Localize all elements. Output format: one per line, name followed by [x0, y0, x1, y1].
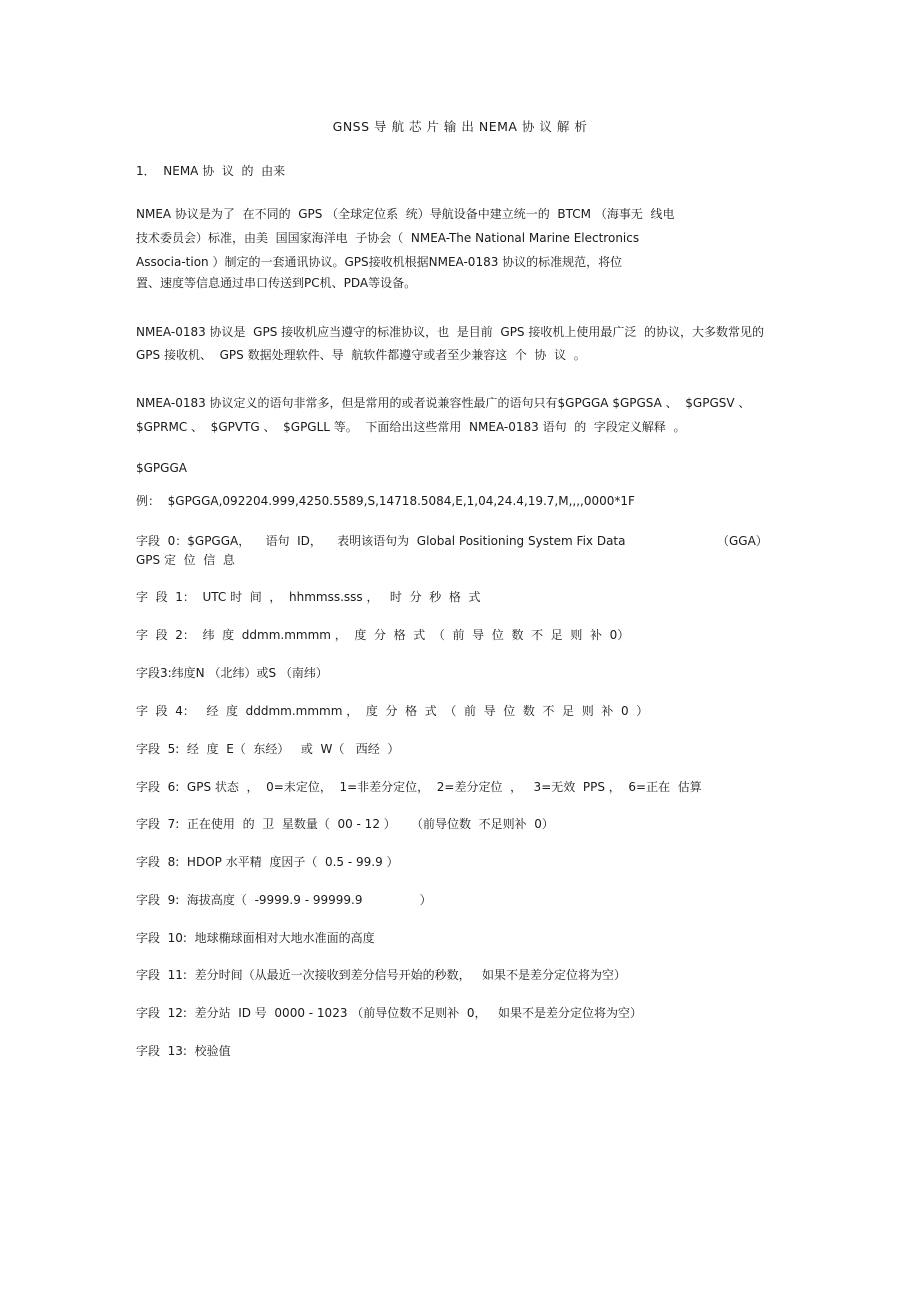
example-sentence: 例： $GPGGA,092204.999,4250.5589,S,14718.5084,E,1,04,24.4,19.7,M,,,,0000*1F: [136, 494, 635, 508]
field-definition: 字段 8: HDOP 水平精 度因子（ 0.5 - 99.9 ）: [136, 855, 399, 869]
paragraph-line: $GPRMC 、 $GPVTG 、 $GPGLL 等。 下面给出这些常用 NMEA-0183 语句 的 字段定义解释 。: [136, 420, 686, 434]
field-definition-tail: （GGA）: [717, 534, 768, 548]
paragraph-line: NMEA 协议是为了 在不同的 GPS （全球定位系 统）导航设备中建立统一的 BTCM （海事无 线电: [136, 207, 675, 221]
field-definition: 字段 12: 差分站 ID 号 0000 - 1023 （前导位数不足则补 0， 如果不是差分定位将为空）: [136, 1006, 642, 1020]
paragraph-line: NMEA-0183 协议是 GPS 接收机应当遵守的标准协议，也 是目前 GPS 接收机上使用最广泛 的协议，大多数常见的: [136, 325, 764, 339]
field-definition: 字段 6: GPS 状态 ， 0=未定位， 1=非差分定位， 2=差分定位 ， 3=无效 PPS ， 6=正在 估算: [136, 780, 702, 794]
field-definition: 字段 5: 经 度 E（ 东经） 或 W（ 西经 ）: [136, 742, 400, 756]
document-title: GNSS 导 航 芯 片 输 出 NEMA 协 议 解 析: [332, 119, 588, 134]
paragraph-line: Associa-tion ）制定的一套通讯协议。GPS接收机根据NMEA-0183 协议的标准规范，将位: [136, 255, 623, 269]
field-definition: 字段 7: 正在使用 的 卫 星数量（ 00 - 12 ） （前导位数 不足则补 0）: [136, 817, 554, 831]
section-heading: 1． NEMA 协 议 的 由来: [136, 164, 286, 178]
paragraph-line: NMEA-0183 协议定义的语句非常多，但是常用的或者说兼容性最广的语句只有$GPGGA $GPGSA 、 $GPGSV 、: [136, 396, 751, 410]
field-definition: 字段3:纬度N （北纬）或S （南纬）: [136, 666, 328, 680]
paragraph-line: GPS 接收机、 GPS 数据处理软件、导 航软件都遵守或者至少兼容这 个 协 议 。: [136, 348, 586, 362]
field-definition: 字段 13: 校验值: [136, 1044, 231, 1058]
paragraph-line: 技术委员会）标准，由美 国国家海洋电 子协会（ NMEA-The National Marine Electronics: [136, 231, 640, 245]
sentence-heading: $GPGGA: [136, 461, 187, 475]
field-definition: 字段 0：$GPGGA， 语句 ID， 表明该语句为 Global Positioning System Fix Data: [136, 534, 626, 548]
field-definition: 字 段 2： 纬 度 ddmm.mmmm ， 度 分 格 式 （ 前 导 位 数 不 足 则 补 0）: [136, 628, 630, 642]
paragraph-line: 置、速度等信息通过串口传送到PC机、PDA等设备。: [136, 276, 417, 290]
field-definition: 字 段 4： 经 度 dddmm.mmmm ， 度 分 格 式 （ 前 导 位 数 不 足 则 补 0 ）: [136, 704, 649, 718]
field-definition: GPS 定 位 信 息: [136, 553, 235, 567]
field-definition: 字 段 1： UTC 时 间 ， hhmmss.sss ， 时 分 秒 格 式: [136, 590, 481, 604]
field-definition: 字段 11: 差分时间（从最近一次接收到差分信号开始的秒数， 如果不是差分定位将为空）: [136, 968, 627, 982]
field-definition: 字段 9: 海拔高度（ -9999.9 - 99999.9 ）: [136, 893, 432, 907]
field-definition: 字段 10: 地球椭球面相对大地水准面的高度: [136, 931, 375, 945]
